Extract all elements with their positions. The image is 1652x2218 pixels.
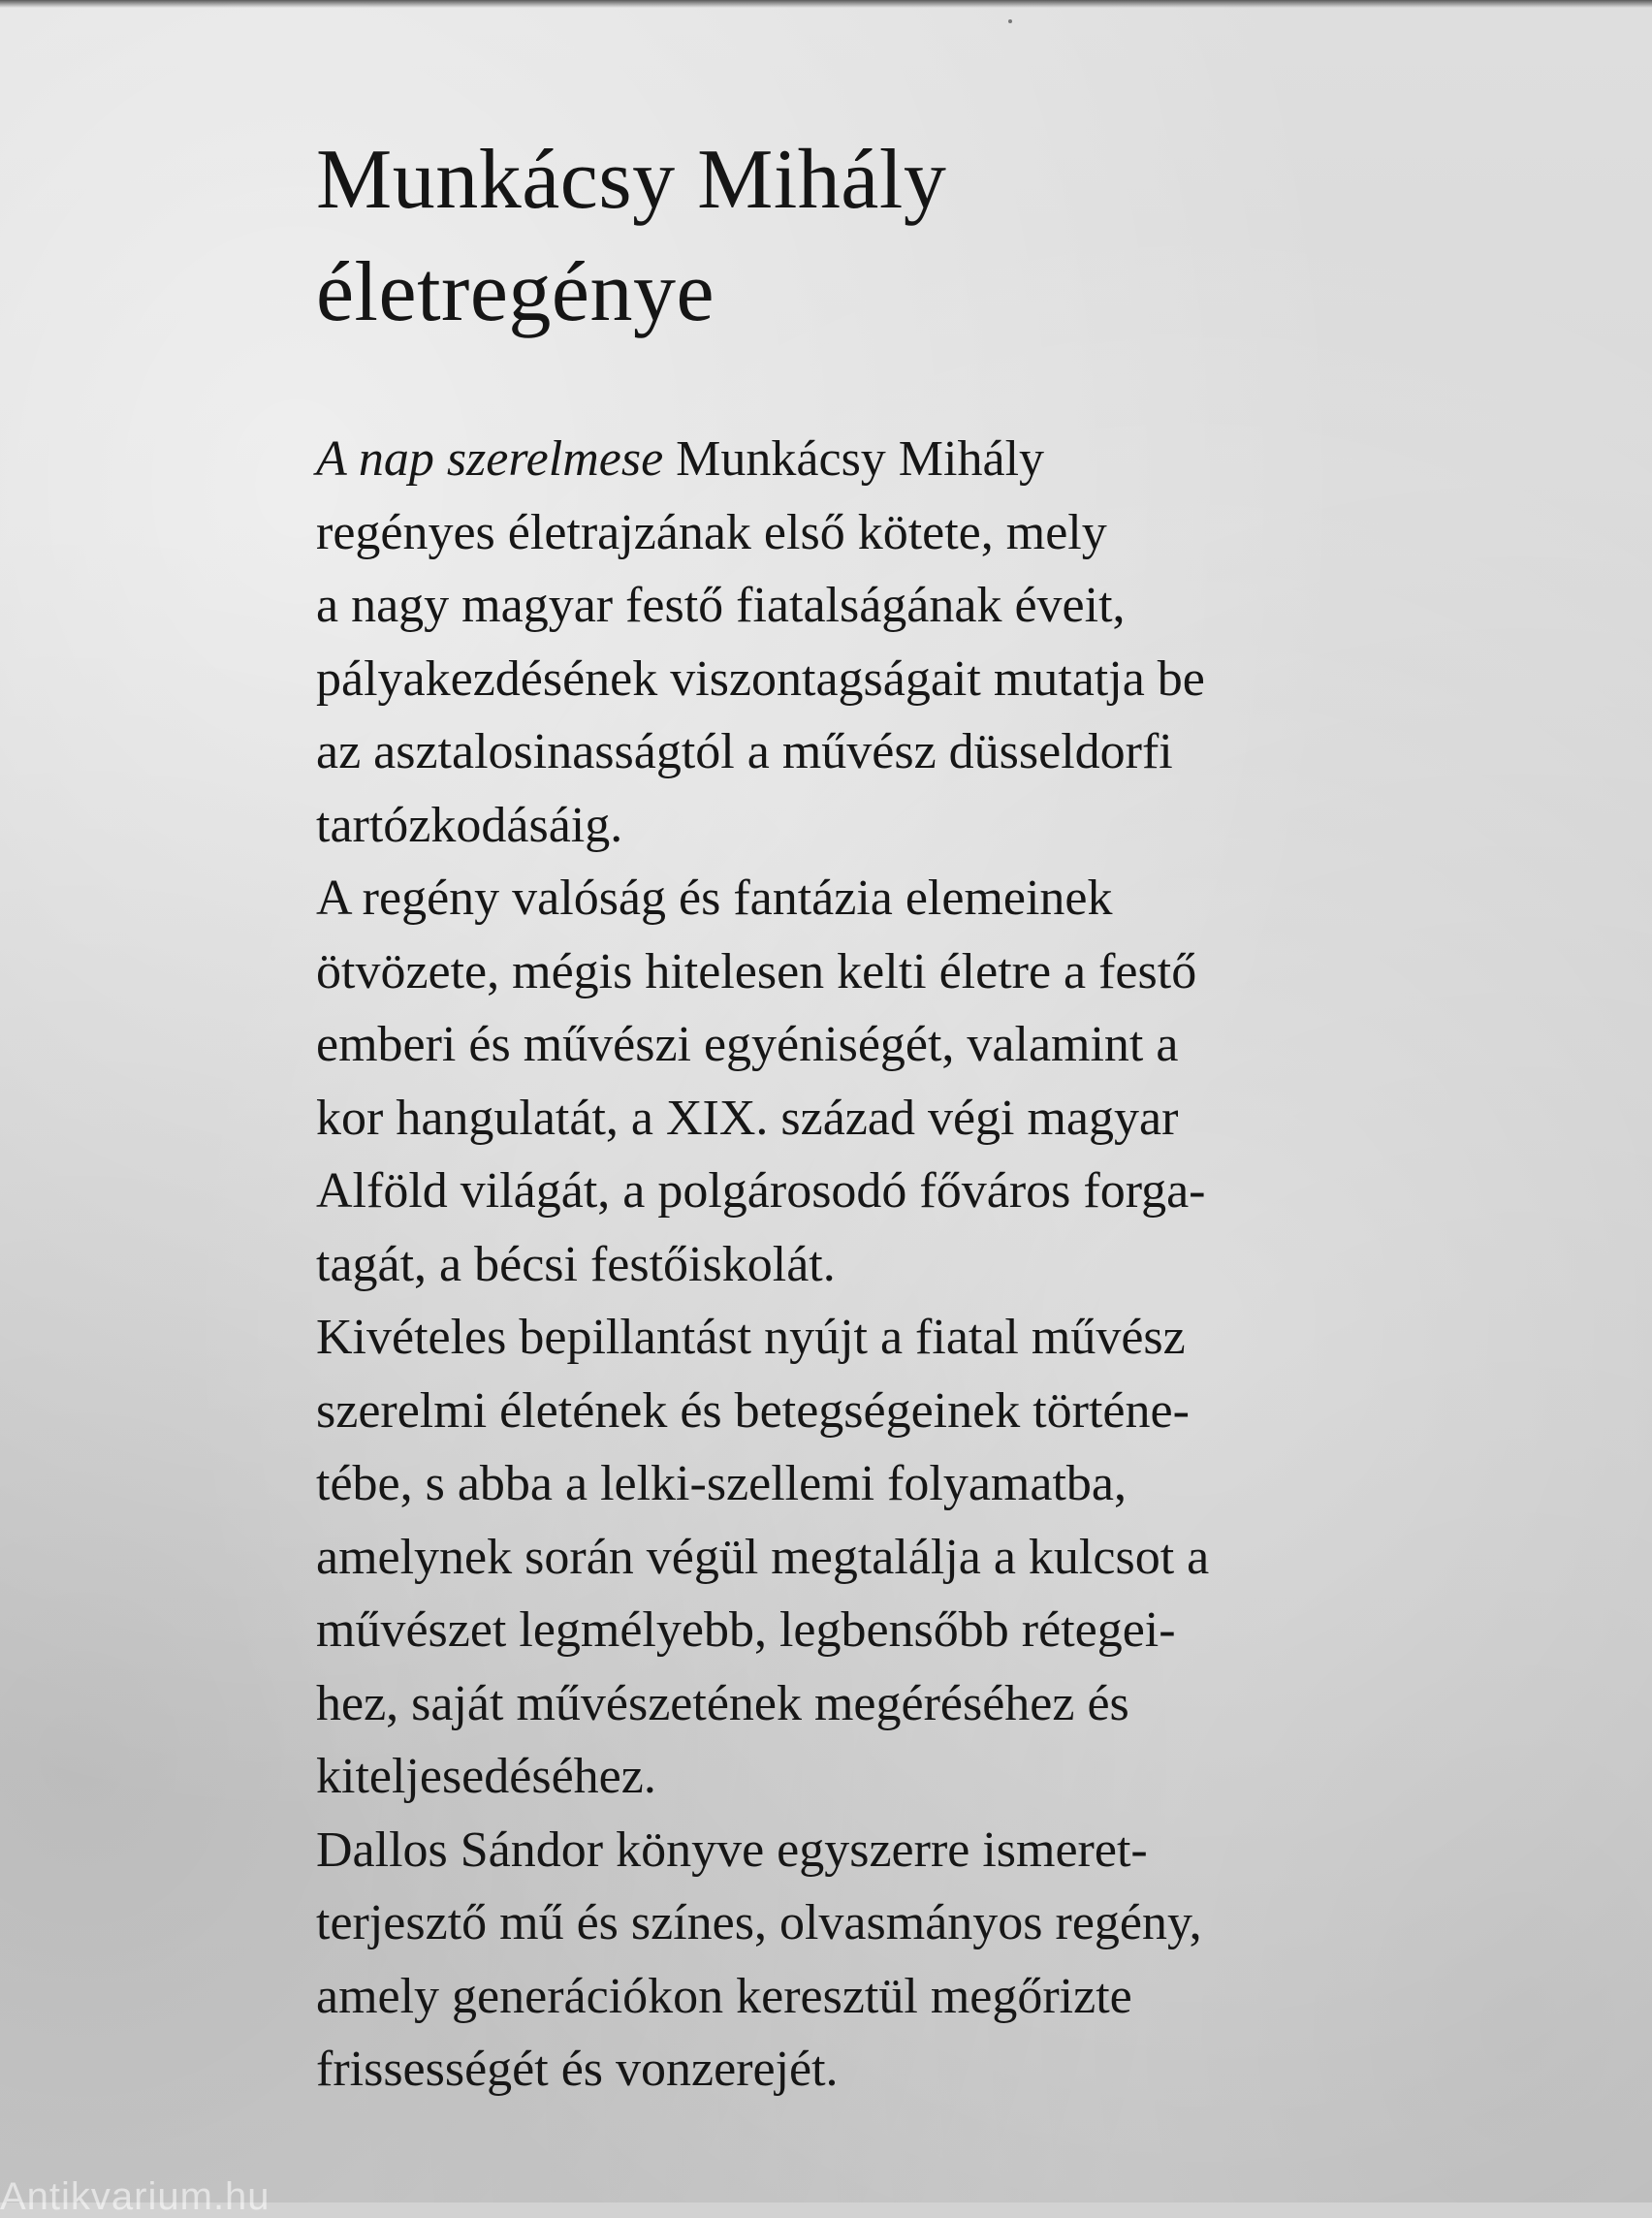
title-line-2: életregénye (316, 245, 715, 339)
blurb-line: tébe, s abba a lelki-szellemi folyamatba, (316, 1456, 1127, 1511)
title-line-1: Munkácsy Mihály (316, 133, 947, 227)
blurb-line: amely generációkon keresztül megőrizte (316, 1968, 1132, 2024)
blurb-line: kiteljesedéséhez. (316, 1749, 656, 1804)
blurb-line: kor hangulatát, a XIX. század végi magyar (316, 1090, 1179, 1146)
blurb-text (316, 423, 1431, 2107)
blurb-line: A regény valóság és fantázia elemeinek (316, 871, 1113, 926)
book-title (316, 124, 946, 349)
blurb-line: frissességét és vonzerejét. (316, 2042, 839, 2097)
blurb-line: amelynek során végül megtalálja a kulcsot a (316, 1529, 1210, 1585)
top-shadow-edge (0, 0, 1652, 8)
watermark-text: Antikvarium.hu (0, 2175, 270, 2218)
book-title-italic: A nap szerelmese (316, 431, 664, 487)
blurb-line: a nagy magyar festő fiatalságának éveit, (316, 578, 1126, 633)
blurb-line: művészet legmélyebb, legbensőbb rétegei- (316, 1602, 1176, 1658)
blurb-line: tartózkodásáig. (316, 797, 623, 853)
blurb-line: Kivételes bepillantást nyújt a fiatal művész (316, 1310, 1186, 1365)
blurb-line: szerelmi életének és betegségeinek történe- (316, 1382, 1190, 1439)
blurb-line: hez, saját művészetének megéréséhez és (316, 1675, 1129, 1731)
paper-speck (1008, 19, 1012, 23)
blurb-line: pályakezdésének viszontagságait mutatja be (316, 650, 1205, 707)
blurb-line: ötvözete, mégis hitelesen kelti életre a festő (316, 943, 1197, 999)
blurb-line: terjesztő mű és színes, olvasmányos regény, (316, 1895, 1202, 1950)
blurb-line: az asztalosinasságtól a művész düsseldorfi (316, 724, 1173, 779)
blurb-line (316, 423, 1431, 496)
blurb-line: emberi és művészi egyéniségét, valamint a (316, 1017, 1179, 1072)
blurb-line: Alföld világát, a polgárosodó főváros forga- (316, 1163, 1206, 1219)
blurb-line: tagát, a bécsi festőiskolát. (316, 1236, 836, 1292)
blurb-line: Dallos Sándor könyve egyszerre ismeret- (316, 1822, 1148, 1878)
intro-rest: Munkácsy Mihály (663, 431, 1045, 487)
blurb-line: regényes életrajzának első kötete, mely (316, 504, 1107, 560)
